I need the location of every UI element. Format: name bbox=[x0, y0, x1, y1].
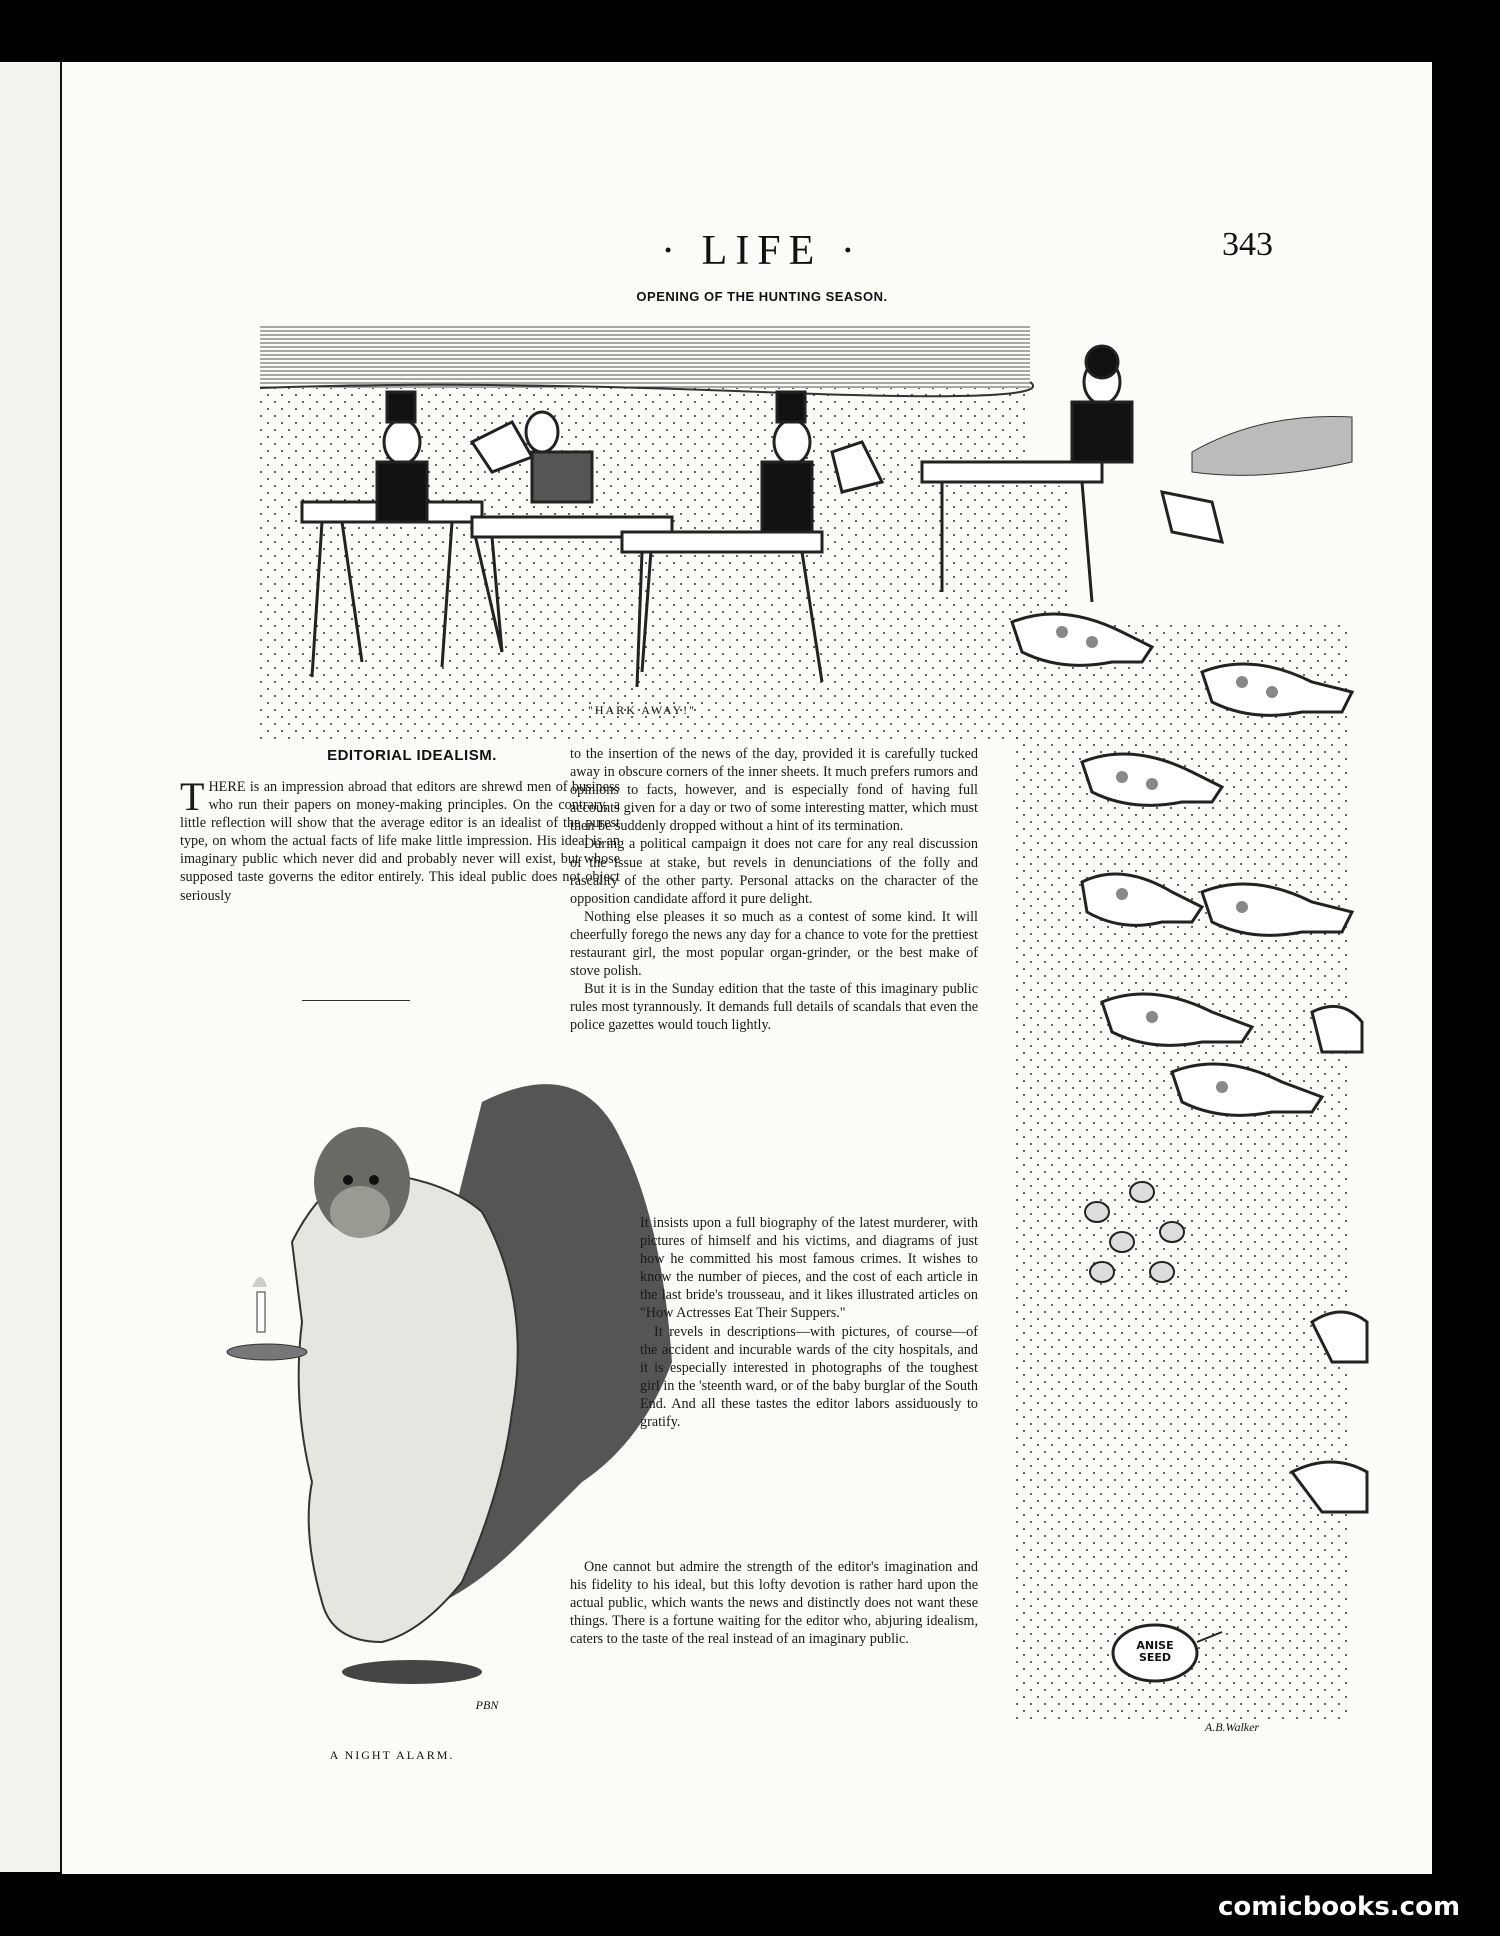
article-paragraph: One cannot but admire the strength of the editor's imagination and his fidelity to his ideal, but this lofty devotion is rather hard upon the actual public, which wants the news and distinctly does not want these things. There is a fortune waiting for the editor who, abjuring idealism, caters to the taste of the real instead of an imaginary public. bbox=[570, 1559, 978, 1648]
article-column-2-indented bbox=[640, 1214, 978, 1431]
article-paragraph: to the insertion of the news of the day, provided it is carefully tucked away in obscure corners of the inner sheets. It much prefers rumors and opinions to facts, however, and is especially fond of having full accounts given for a day or two of some interesting matter, which must then be suddenly dropped without a hint of its termination. bbox=[570, 746, 978, 835]
sky-hatching bbox=[260, 324, 1030, 388]
top-plate-signature: A.B.Walker bbox=[1204, 1720, 1260, 1734]
article-paragraph: During a political campaign it does not care for any real discussion of the issue at stake, but revels in denunciations of the folly and rascality of the other party. Personal attacks on the character of the opposition candidate afford it pure delight. bbox=[570, 836, 978, 907]
article-paragraph-text: HERE is an impression abroad that editors are shrewd men of business who run their papers on money-making principles. On the contrary, a little reflection will show that the average editor is an idealist of the purest type, on whom the actual facts of life make little impression. His ideal is an imaginary public which never did and probably never will exist, but whose supposed taste governs the editor entirely. This ideal public does not object seriously bbox=[180, 779, 620, 904]
top-plate-caption: "HARK AWAY!" bbox=[587, 703, 697, 717]
article-paragraph: It insists upon a full biography of the latest murderer, with pictures of himself and his victims, and diagrams of just how he committed his most famous crimes. It wishes to know the number of pieces, and the cost of each article in the last bride's trousseau, and it likes illustrated articles on "How Actresses Eat Their Suppers." bbox=[640, 1215, 978, 1322]
article-column-2 bbox=[570, 745, 978, 1035]
source-watermark: comicbooks.com bbox=[1218, 1892, 1461, 1922]
article-title: EDITORIAL IDEALISM. bbox=[327, 747, 497, 764]
drop-cap: T bbox=[180, 774, 205, 819]
article-column-2-closing bbox=[570, 1558, 978, 1648]
article-paragraph: It revels in descriptions—with pictures, of course—of the accident and incurable wards of the city hospitals, and it is especially interested in photographs of the toughest girl in the 'steenth ward, or of the baby burglar of the South End. And all these tastes the editor labors assiduously to gratify. bbox=[640, 1323, 978, 1431]
adjacent-page-edge bbox=[0, 62, 63, 1872]
magazine-page bbox=[62, 62, 1432, 1874]
hedge bbox=[1192, 416, 1352, 475]
article-column-1 bbox=[180, 774, 620, 905]
ground-stipple bbox=[260, 388, 1072, 742]
article-paragraph: Nothing else pleases it so much as a contest of some kind. It will cheerfully forego the news any day for a chance to vote for the prettiest restaurant girl, the most popular organ-grinder, or the best make of stove polish. bbox=[570, 908, 978, 980]
masthead: · LIFE · bbox=[661, 228, 863, 274]
anise-label-line2: SEED bbox=[1138, 1651, 1172, 1664]
lower-plate-caption: A NIGHT ALARM. bbox=[329, 1748, 455, 1762]
lower-plate-signature: PBN bbox=[475, 1698, 499, 1712]
column-divider-rule bbox=[302, 1000, 410, 1001]
article-paragraph: But it is in the Sunday edition that the taste of this imaginary public rules most tyrannously. It demands full details of scandals that even the police gazettes would touch lightly. bbox=[570, 981, 978, 1034]
page-number: 343 bbox=[1222, 226, 1273, 263]
anise-label-line1: ANISE bbox=[1136, 1639, 1174, 1652]
top-plate-title: OPENING OF THE HUNTING SEASON. bbox=[636, 289, 888, 304]
article-paragraph bbox=[180, 774, 620, 905]
anise-seed-label bbox=[1122, 1640, 1188, 1664]
